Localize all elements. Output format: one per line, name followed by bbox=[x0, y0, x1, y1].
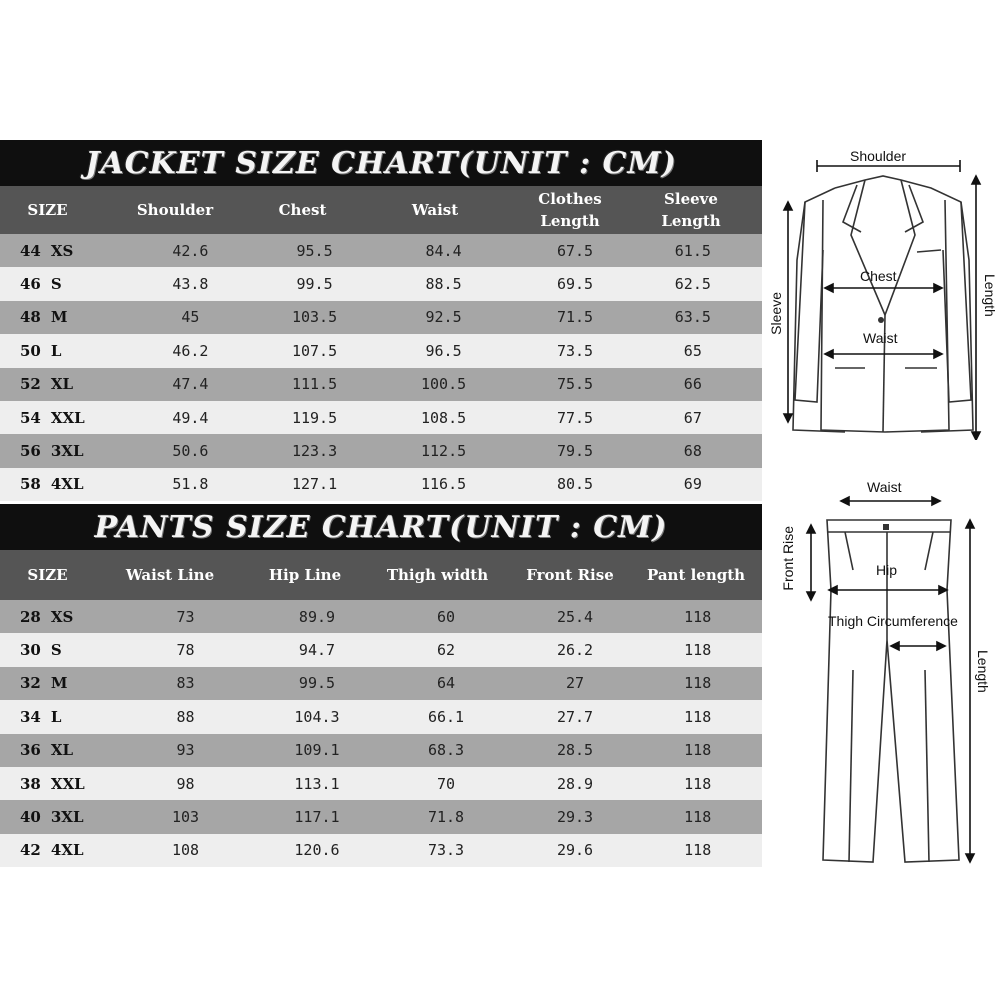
jacket-size-chart bbox=[0, 140, 762, 501]
jacket-value-cell: 43.8 bbox=[172, 275, 209, 294]
pants-table-row bbox=[0, 767, 762, 800]
pants-size-number: 30 bbox=[20, 641, 41, 660]
pants-size-number: 32 bbox=[20, 674, 41, 693]
pants-table-row bbox=[0, 633, 762, 666]
pants-value-cell: 66.1 bbox=[427, 707, 465, 726]
pants-value-cell: 118 bbox=[684, 774, 712, 793]
pants-table-body bbox=[0, 600, 762, 867]
pants-value-cell: 118 bbox=[684, 741, 712, 760]
pants-size-cell bbox=[0, 633, 113, 666]
pants-value-cell: 99.5 bbox=[298, 674, 336, 693]
pants-header-waist-line: Waist Line bbox=[125, 566, 215, 584]
jacket-value-cell: 45 bbox=[181, 308, 200, 327]
pants-illustration bbox=[765, 470, 1000, 870]
jacket-value-cell: 69.5 bbox=[556, 275, 594, 294]
pants-value-cell: 118 bbox=[684, 841, 712, 860]
pants-value-cell: 73.3 bbox=[427, 841, 465, 860]
pants-length-label: Length bbox=[975, 650, 991, 693]
jacket-header-waist: Waist bbox=[411, 201, 459, 219]
pants-value-cell: 28.5 bbox=[556, 741, 594, 760]
jacket-chest-label: Chest bbox=[860, 268, 897, 284]
jacket-value-cell: 100.5 bbox=[420, 375, 467, 394]
pants-chart-title: PANTS SIZE CHART(UNIT : CM) bbox=[0, 504, 762, 550]
pants-size-letter: XXL bbox=[50, 774, 85, 793]
jacket-value-cell: 62.5 bbox=[674, 275, 711, 294]
jacket-value-cell: 69 bbox=[683, 475, 702, 494]
pants-value-cell: 113.1 bbox=[294, 774, 340, 793]
jacket-value-cell: 127.1 bbox=[291, 475, 338, 494]
jacket-table-row bbox=[0, 301, 762, 334]
jacket-size-number: 52 bbox=[20, 375, 41, 394]
pants-front-rise-label: Front Rise bbox=[780, 526, 796, 591]
pants-size-cell bbox=[0, 834, 113, 867]
pants-value-cell: 62 bbox=[436, 641, 456, 660]
pants-table-row bbox=[0, 834, 762, 867]
jacket-size-letter: S bbox=[50, 275, 62, 294]
pants-value-cell: 25.4 bbox=[556, 607, 594, 626]
jacket-table-row bbox=[0, 267, 762, 300]
pants-size-number: 34 bbox=[20, 707, 41, 726]
pants-size-letter: S bbox=[50, 641, 62, 660]
jacket-sleeve-label: Sleeve bbox=[768, 292, 784, 335]
jacket-size-cell bbox=[0, 234, 113, 267]
jacket-size-letter: 4XL bbox=[50, 475, 84, 494]
pants-value-cell: 118 bbox=[684, 641, 712, 660]
jacket-size-number: 50 bbox=[20, 341, 41, 360]
jacket-value-cell: 96.5 bbox=[425, 341, 462, 360]
pants-size-cell bbox=[0, 667, 113, 700]
jacket-header-size: SIZE bbox=[27, 201, 68, 219]
pants-value-cell: 117.1 bbox=[294, 808, 340, 827]
pants-value-cell: 27.7 bbox=[556, 707, 594, 726]
jacket-header-clothes-length: Clothes Length bbox=[538, 190, 602, 230]
jacket-value-cell: 46.2 bbox=[172, 341, 209, 360]
pants-value-cell: 108 bbox=[171, 841, 200, 860]
jacket-size-number: 58 bbox=[20, 475, 41, 494]
jacket-value-cell: 108.5 bbox=[420, 408, 467, 427]
jacket-value-cell: 51.8 bbox=[172, 475, 209, 494]
jacket-value-cell: 107.5 bbox=[291, 341, 338, 360]
pants-value-cell: 109.1 bbox=[294, 741, 340, 760]
pants-size-letter: XL bbox=[50, 741, 74, 760]
jacket-value-cell: 66 bbox=[683, 375, 702, 394]
pants-size-cell bbox=[0, 734, 113, 767]
jacket-value-cell: 63.5 bbox=[674, 308, 711, 327]
pants-header-pant-length: Pant length bbox=[646, 566, 746, 584]
jacket-value-cell: 75.5 bbox=[556, 375, 594, 394]
pants-size-cell bbox=[0, 767, 113, 800]
jacket-value-cell: 80.5 bbox=[556, 475, 594, 494]
jacket-value-cell: 50.6 bbox=[172, 442, 209, 461]
pants-value-cell: 64 bbox=[436, 674, 456, 693]
pants-header-hip-line: Hip Line bbox=[268, 566, 342, 584]
jacket-table-row bbox=[0, 334, 762, 367]
pants-size-number: 38 bbox=[20, 774, 41, 793]
pants-size-chart bbox=[0, 504, 762, 867]
pants-waist-label: Waist bbox=[867, 479, 902, 495]
pants-value-cell: 118 bbox=[684, 674, 712, 693]
jacket-value-cell: 67 bbox=[683, 408, 702, 427]
jacket-size-letter: XXL bbox=[50, 408, 85, 427]
jacket-size-cell bbox=[0, 434, 113, 467]
pants-value-cell: 83 bbox=[176, 674, 195, 693]
pants-size-number: 36 bbox=[20, 741, 41, 760]
pants-table-row bbox=[0, 667, 762, 700]
jacket-length-label: Length bbox=[982, 274, 998, 317]
jacket-value-cell: 99.5 bbox=[296, 275, 333, 294]
pants-table-row bbox=[0, 734, 762, 767]
jacket-value-cell: 49.4 bbox=[172, 408, 209, 427]
jacket-value-cell: 92.5 bbox=[425, 308, 462, 327]
pants-value-cell: 27 bbox=[565, 674, 585, 693]
pants-value-cell: 78 bbox=[176, 641, 195, 660]
jacket-value-cell: 77.5 bbox=[556, 408, 594, 427]
jacket-value-cell: 111.5 bbox=[291, 375, 338, 394]
pants-size-letter: 4XL bbox=[50, 841, 84, 860]
pants-value-cell: 94.7 bbox=[298, 641, 336, 660]
pants-table-row bbox=[0, 800, 762, 833]
jacket-table-row bbox=[0, 434, 762, 467]
pants-value-cell: 26.2 bbox=[556, 641, 594, 660]
jacket-header-sleeve-length: Sleeve Length bbox=[661, 190, 721, 230]
jacket-table-row bbox=[0, 234, 762, 267]
jacket-value-cell: 88.5 bbox=[425, 275, 462, 294]
pants-size-letter: M bbox=[50, 674, 68, 693]
jacket-header-row bbox=[0, 186, 762, 234]
jacket-chart-title: JACKET SIZE CHART(UNIT : CM) bbox=[0, 140, 762, 186]
jacket-header-chest: Chest bbox=[278, 201, 327, 219]
jacket-size-letter: L bbox=[50, 341, 62, 360]
jacket-header-shoulder: Shoulder bbox=[136, 201, 214, 219]
jacket-size-number: 46 bbox=[20, 275, 41, 294]
pants-value-cell: 118 bbox=[684, 707, 712, 726]
pants-size-number: 42 bbox=[20, 841, 41, 860]
jacket-value-cell: 103.5 bbox=[291, 308, 338, 327]
pants-value-cell: 103 bbox=[171, 808, 200, 827]
jacket-table-row bbox=[0, 468, 762, 501]
jacket-value-cell: 79.5 bbox=[556, 442, 594, 461]
jacket-measurement-diagram bbox=[765, 140, 1000, 440]
pants-size-letter: L bbox=[50, 707, 62, 726]
pants-value-cell: 68.3 bbox=[427, 741, 465, 760]
pants-size-letter: XS bbox=[50, 607, 74, 626]
jacket-value-cell: 116.5 bbox=[420, 475, 467, 494]
jacket-size-letter: M bbox=[50, 308, 68, 327]
jacket-size-cell bbox=[0, 401, 113, 434]
pants-size-number: 40 bbox=[20, 808, 41, 827]
pants-size-cell bbox=[0, 700, 113, 733]
jacket-size-cell bbox=[0, 334, 113, 367]
jacket-size-number: 48 bbox=[20, 308, 41, 327]
jacket-size-letter: 3XL bbox=[50, 442, 84, 461]
jacket-size-letter: XL bbox=[50, 375, 74, 394]
jacket-size-cell bbox=[0, 301, 113, 334]
jacket-value-cell: 119.5 bbox=[291, 408, 338, 427]
pants-value-cell: 88 bbox=[176, 707, 195, 726]
jacket-size-number: 44 bbox=[20, 241, 41, 260]
pants-value-cell: 73 bbox=[176, 607, 195, 626]
pants-size-number: 28 bbox=[20, 607, 41, 626]
pants-header-row bbox=[0, 550, 762, 600]
pants-value-cell: 120.6 bbox=[294, 841, 340, 860]
pants-thigh-label: Thigh Circumference bbox=[828, 613, 958, 629]
pants-value-cell: 29.6 bbox=[556, 841, 594, 860]
pants-measurement-diagram bbox=[765, 470, 1000, 870]
jacket-value-cell: 61.5 bbox=[674, 241, 711, 260]
pants-header-size: SIZE bbox=[27, 566, 68, 584]
pants-hip-label: Hip bbox=[876, 562, 898, 578]
jacket-table-row bbox=[0, 368, 762, 401]
jacket-size-cell bbox=[0, 468, 113, 501]
jacket-waist-label: Waist bbox=[863, 330, 898, 346]
pants-value-cell: 89.9 bbox=[298, 607, 336, 626]
jacket-size-letter: XS bbox=[50, 241, 74, 260]
jacket-value-cell: 95.5 bbox=[296, 241, 333, 260]
jacket-value-cell: 47.4 bbox=[172, 375, 209, 394]
pants-size-cell bbox=[0, 800, 113, 833]
jacket-value-cell: 67.5 bbox=[556, 241, 594, 260]
jacket-size-number: 54 bbox=[20, 408, 41, 427]
jacket-table-row bbox=[0, 401, 762, 434]
pants-header-thigh-width: Thigh width bbox=[386, 566, 489, 584]
jacket-size-number: 56 bbox=[20, 442, 41, 461]
jacket-value-cell: 71.5 bbox=[556, 308, 594, 327]
pants-value-cell: 60 bbox=[436, 607, 456, 626]
pants-value-cell: 98 bbox=[176, 774, 195, 793]
pants-size-cell bbox=[0, 600, 113, 633]
pants-value-cell: 118 bbox=[684, 607, 712, 626]
jacket-table-body bbox=[0, 234, 762, 501]
jacket-value-cell: 112.5 bbox=[420, 442, 467, 461]
jacket-value-cell: 42.6 bbox=[172, 241, 209, 260]
jacket-size-cell bbox=[0, 267, 113, 300]
pants-value-cell: 29.3 bbox=[556, 808, 594, 827]
pants-value-cell: 71.8 bbox=[427, 808, 465, 827]
jacket-illustration bbox=[765, 140, 1000, 440]
pants-size-letter: 3XL bbox=[50, 808, 84, 827]
pants-value-cell: 70 bbox=[436, 774, 456, 793]
pants-value-cell: 104.3 bbox=[294, 707, 340, 726]
jacket-value-cell: 123.3 bbox=[291, 442, 338, 461]
pants-table-row bbox=[0, 700, 762, 733]
pants-value-cell: 28.9 bbox=[556, 774, 594, 793]
pants-header-front-rise: Front Rise bbox=[526, 566, 614, 584]
jacket-value-cell: 73.5 bbox=[556, 341, 594, 360]
jacket-value-cell: 65 bbox=[683, 341, 702, 360]
jacket-value-cell: 68 bbox=[683, 442, 702, 461]
jacket-shoulder-label: Shoulder bbox=[850, 148, 907, 164]
jacket-size-cell bbox=[0, 368, 113, 401]
jacket-value-cell: 84.4 bbox=[425, 241, 462, 260]
pants-value-cell: 118 bbox=[684, 808, 712, 827]
pants-value-cell: 93 bbox=[176, 741, 195, 760]
pants-table-row bbox=[0, 600, 762, 633]
